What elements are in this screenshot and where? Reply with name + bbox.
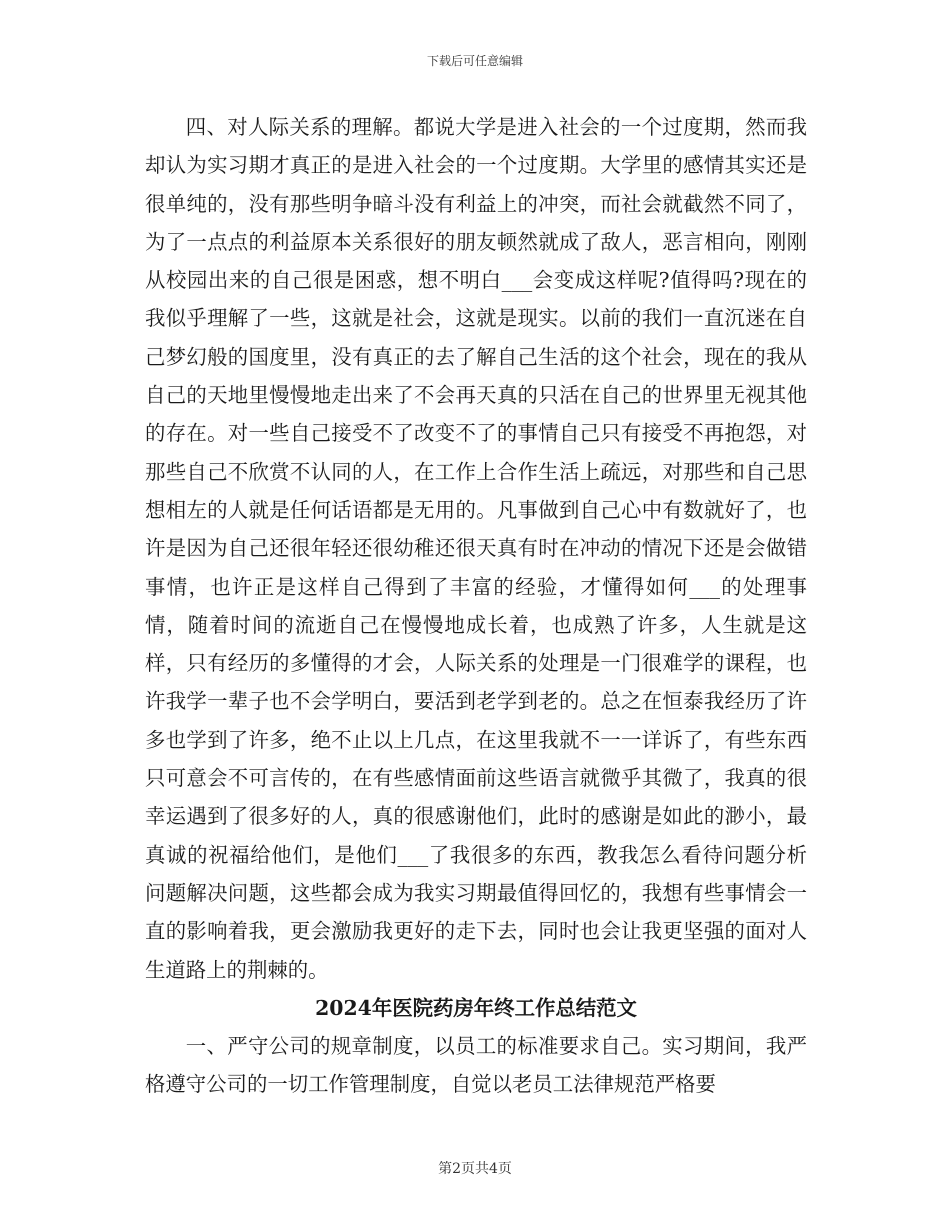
page-header-note: 下载后可任意编辑 [426,54,523,68]
section-title: 2024年医院药房年终工作总结范文 [315,995,637,1020]
body-paragraph: 四、对人际关系的理解。都说大学是进入社会的一个过度期，然而我却认为实习期才真正的是进入社会的一个过度期。大学里的感情其实还是很单纯的，没有那些明争暗斗没有利益上的冲突，而社会就截然不同了，为了一点点的利益原本关系很好的朋友顿然就成了敌人，恶言相向，刚刚从校园出来的自己很是困惑，想不明白___会变成这样呢?值得吗?现在的我似乎理解了一些，这就是社会，这就是现实。以前的我们一直沉迷在自己梦幻般的国度里，没有真正的去了解自己生活的这个社会，现在的我从自己的天地里慢慢地走出来了不会再天真的只活在自己的世界里无视其他的存在。对一些自己接受不了改变不了的事情自己只有接受不再抱怨，对那些自己不欣赏不认同的人，在工作上合作生活上疏远，对那些和自己思想相左的人就是任何话语都是无用的。凡事做到自己心中有数就好了，也许是因为自己还很年轻还很幼稚还很天真有时在冲动的情况下还是会做错事情，也许正是这样自己得到了丰富的经验，才懂得如何___的处理事情，随着时间的流逝自己在慢慢地成长着，也成熟了许多，人生就是这样，只有经历的多懂得的才会，人际关系的处理是一门很难学的课程，也许我学一辈子也不会学明白，要活到老学到老的。总之在恒泰我经历了许多也学到了许多，绝不止以上几点，在这里我就不一一详诉了，有些东西只可意会不可言传的，在有些感情面前这些语言就微乎其微了，我真的很幸运遇到了很多好的人，真的很感谢他们，此时的感谢是如此的渺小，最真诚的祝福给他们，是他们___了我很多的东西，教我怎么看待问题分析问题解决问题，这些都会成为我实习期最值得回忆的，我想有些事情会一直的影响着我，更会激励我更好的走下去，同时也会让我更坚强的面对人生道路上的荆棘的。 [145,115,807,982]
document-body [145,108,807,1104]
body-paragraph: 一、严守公司的规章制度，以员工的标准要求自己。实习期间，我严格遵守公司的一切工作管理制度，自觉以老员工法律规范严格要 [145,1034,807,1097]
page-number: 第2页共4页 [438,1161,512,1177]
